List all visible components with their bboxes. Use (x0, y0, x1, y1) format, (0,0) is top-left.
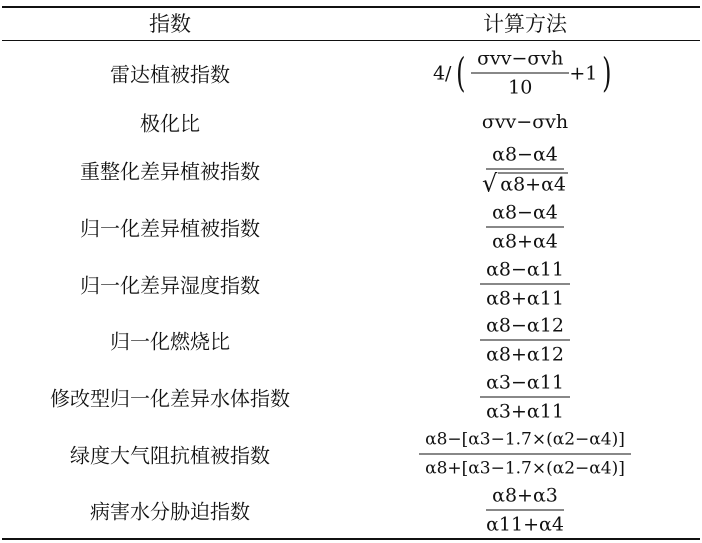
denominator: α8+[α3−1.7×(α2−α4)] (425, 458, 625, 479)
table-row (0, 102, 702, 142)
fraction (480, 258, 570, 311)
denominator: 10 (508, 76, 533, 99)
numerator: α8−α12 (480, 314, 570, 341)
formula (380, 314, 670, 367)
formula-text: σvv−σvh (481, 111, 569, 133)
numerator: α8−α11 (480, 258, 570, 285)
formula (380, 143, 670, 198)
fraction (476, 143, 574, 198)
fraction (480, 371, 570, 424)
header-index: 指数 (149, 12, 191, 36)
index-name: 极化比 (140, 111, 200, 136)
index-name: 绿度大气阻抗植被指数 (70, 443, 270, 468)
numerator: σvv−σvh (471, 47, 569, 74)
square-root (481, 169, 568, 198)
index-name: 重整化差异植被指数 (80, 159, 260, 184)
formula (380, 201, 670, 254)
index-name: 雷达植被指数 (110, 62, 230, 87)
radical-sign-icon: √ (481, 169, 498, 198)
formula-prefix: 4/ (432, 62, 452, 84)
table-row (0, 256, 702, 312)
table-row (0, 312, 702, 368)
numerator: α8−α4 (486, 143, 564, 170)
table-row (0, 142, 702, 198)
fraction (486, 201, 564, 254)
formula (380, 110, 670, 134)
index-name: 修改型归一化差异水体指数 (50, 386, 290, 411)
table-bottom-rule (2, 538, 700, 540)
index-name: 病害水分胁迫指数 (90, 499, 250, 524)
denominator: α8+α4 (492, 230, 558, 253)
fraction (480, 314, 570, 367)
denominator (476, 170, 574, 198)
fraction (480, 484, 570, 537)
formula-suffix: +1 (569, 62, 598, 84)
numerator: α8−α4 (486, 201, 564, 228)
numerator: α8−[α3−1.7×(α2−α4)] (419, 428, 631, 455)
header-method: 计算方法 (483, 12, 567, 36)
fraction (471, 47, 569, 100)
radicand: α8+α4 (500, 173, 567, 196)
table-row (0, 44, 702, 102)
formula (380, 484, 670, 537)
table-row (0, 198, 702, 256)
denominator: α8+α12 (486, 343, 564, 366)
denominator: α3+α11 (486, 400, 564, 423)
numerator: α3−α11 (480, 371, 570, 398)
index-name: 归一化差异植被指数 (80, 216, 260, 241)
index-name: 归一化差异湿度指数 (80, 273, 260, 298)
left-paren: ( (456, 50, 466, 96)
table-row (0, 368, 702, 426)
fraction (419, 428, 631, 481)
formula (380, 47, 670, 100)
right-paren: ) (602, 50, 612, 96)
denominator: α8+α11 (486, 287, 564, 310)
table-row (0, 482, 702, 538)
table-header-rule (2, 40, 700, 41)
formula (380, 371, 670, 424)
denominator: α11+α4 (486, 513, 564, 536)
formula (380, 428, 670, 481)
numerator: α8+α3 (486, 484, 564, 511)
table-row (0, 426, 702, 482)
index-name: 归一化燃烧比 (110, 329, 230, 354)
formula (380, 258, 670, 311)
